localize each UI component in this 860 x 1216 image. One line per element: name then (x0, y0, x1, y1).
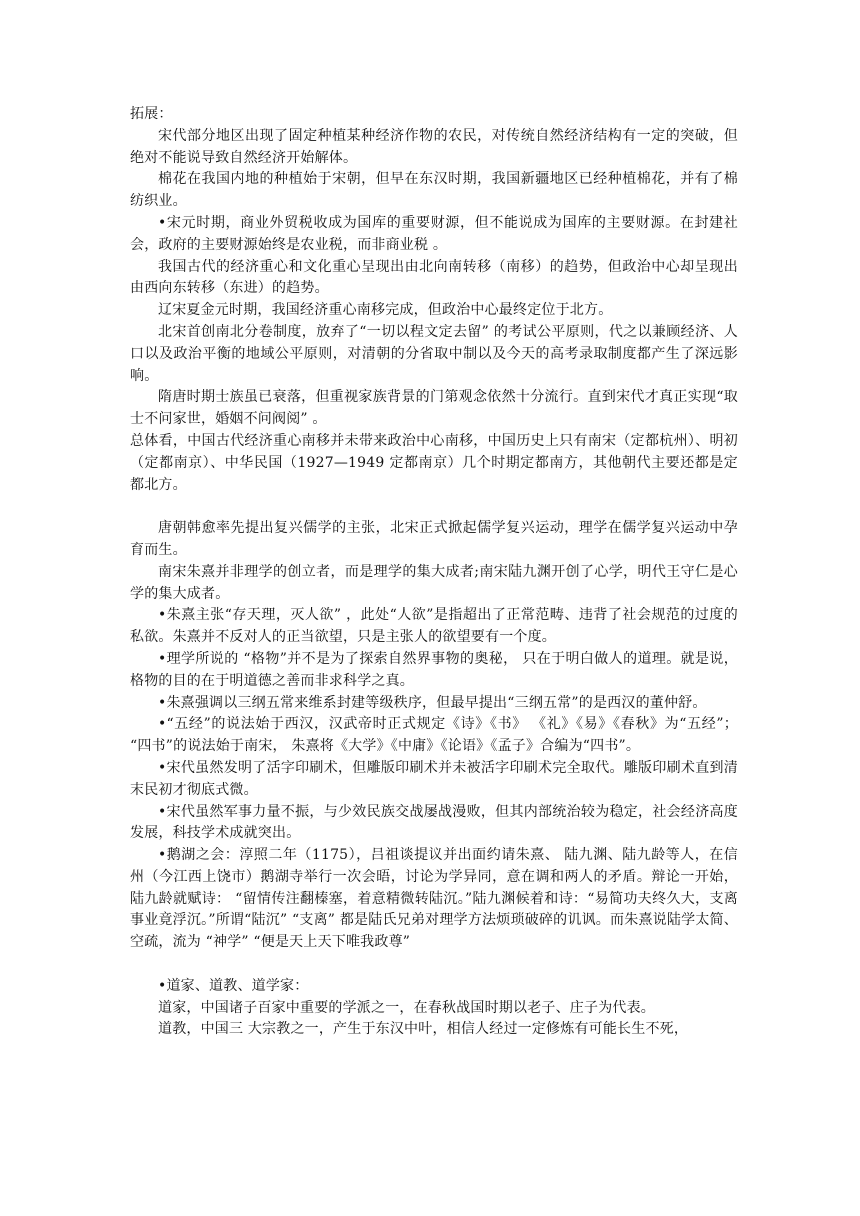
paragraph: 隋唐时期士族虽已衰落，但重视家族背景的门第观念依然十分流行。直到宋代才真正实现“取士不问家世，婚姻不问阀阅” 。 (130, 389, 738, 428)
paragraph: 南宋朱熹并非理学的创立者，而是理学的集大成者;南宋陆九渊开创了心学，明代王守仁是心学的集大成者。 (130, 563, 738, 602)
paragraph: 道教，中国三 大宗教之一，产生于东汉中叶，相信人经过一定修炼有可能长生不死， (158, 1021, 689, 1038)
spacer (130, 496, 738, 518)
paragraph: •宋代虽然军事力量不振，与少效民族交战屡战漫败，但其内部统治较为稳定，社会经济高度发展，科技学术成就突出。 (130, 803, 738, 842)
document-page (130, 104, 738, 1041)
paragraph: 我国古代的经济重心和文化重心呈现出由北向南转移（南移）的趋势，但政治中心却呈现出由西向东转移（东进）的趋势。 (130, 258, 738, 297)
paragraph: •朱熹强调以三纲五常来维系封建等级秩序，但最早提出“三纲五常”的是西汉的董仲舒。 (158, 694, 707, 711)
paragraph: •鹅湖之会：淳照二年（1175），吕祖谈提议并出面约请朱熹、 陆九渊、陆九龄等人，在信州（今江西上饶市）鹅湖寺举行一次会晤，讨论为学异同，意在调和两人的矛盾。辩论一开始，陆九龄就赋诗： “留情传注翻榛塞，着意精微转陆沉。”陆九渊候着和诗：“易简功夫终久大，支离事业竟浮沉。”所谓“陆沉” “支离” 都是陆氏兄弟对理学方法烦琐破碎的讥讽。而朱熹说陆学太简、空疏，流为 “神学” “便是天上天下唯我政尊” (130, 847, 738, 951)
paragraph: •宋元时期，商业外贸税收成为国库的重要财源，但不能说成为国库的主要财源。在封建社会，政府的主要财源始终是农业税，而非商业税 。 (130, 214, 738, 253)
paragraph: •朱熹主张“存天理，灭人欲” ，此处“人欲”是指超出了正常范畴、违背了社会规范的过度的私欲。朱熹并不反对人的正当欲望，只是主张人的欲望要有一个度。 (130, 607, 738, 646)
paragraph: 辽宋夏金元时期，我国经济重心南移完成，但政治中心最终定位于北方。 (158, 302, 613, 319)
paragraph: 宋代部分地区出现了固定种植某种经济作物的农民，对传统自然经济结构有一定的突破，但绝对不能说导致自然经济开始解体。 (130, 127, 738, 166)
paragraph: •理学所说的 “格物”并不是为了探索自然界事物的奥秘， 只在于明白做人的道理。就是说，格物的目的在于明道德之善而非求科学之真。 (130, 650, 738, 689)
section-heading: •道家、道教、道学家： (158, 977, 309, 994)
paragraph: •“五经”的说法始于西汉，汉武帝时正式规定《诗》《书》 《礼》《易》《春秋》为“五经”； “四书”的说法始于南宋， 朱熹将《大学》《中庸》《论语》《孟子》合编为“四书”。 (130, 716, 738, 755)
paragraph: •宋代虽然发明了活字印刷术，但雕版印刷术并未被活字印刷术完全取代。雕版印刷术直到清末民初才彻底式微。 (130, 759, 738, 798)
paragraph: 北宋首创南北分卷制度，放弃了“一切以程文定去留” 的考试公平原则，代之以兼顾经济、人口以及政治平衡的地域公平原则，对清朝的分省取中制以及今天的高考录取制度都产生了深远影响。 (130, 323, 738, 384)
paragraph: 唐朝韩愈率先提出复兴儒学的主张，北宋正式掀起儒学复兴运动，理学在儒学复兴运动中孕育而生。 (130, 520, 738, 558)
spacer (130, 954, 738, 976)
summary-paragraph: 总体看，中国古代经济重心南移并未带来政治中心南移，中国历史上只有南宋（定都杭州）、明初（定都南京）、中华民国（1927—1949 定都南京）几个时期定都南方，其他朝代主要还都是定都北方。 (130, 432, 738, 493)
paragraph: 棉花在我国内地的种植始于宋朝，但早在东汉时期，我国新疆地区已经种植棉花，并有了棉纺织业。 (130, 171, 738, 210)
heading: 拓展： (130, 106, 173, 122)
paragraph: 道家，中国诸子百家中重要的学派之一，在春秋战国时期以老子、庄子为代表。 (158, 999, 655, 1016)
